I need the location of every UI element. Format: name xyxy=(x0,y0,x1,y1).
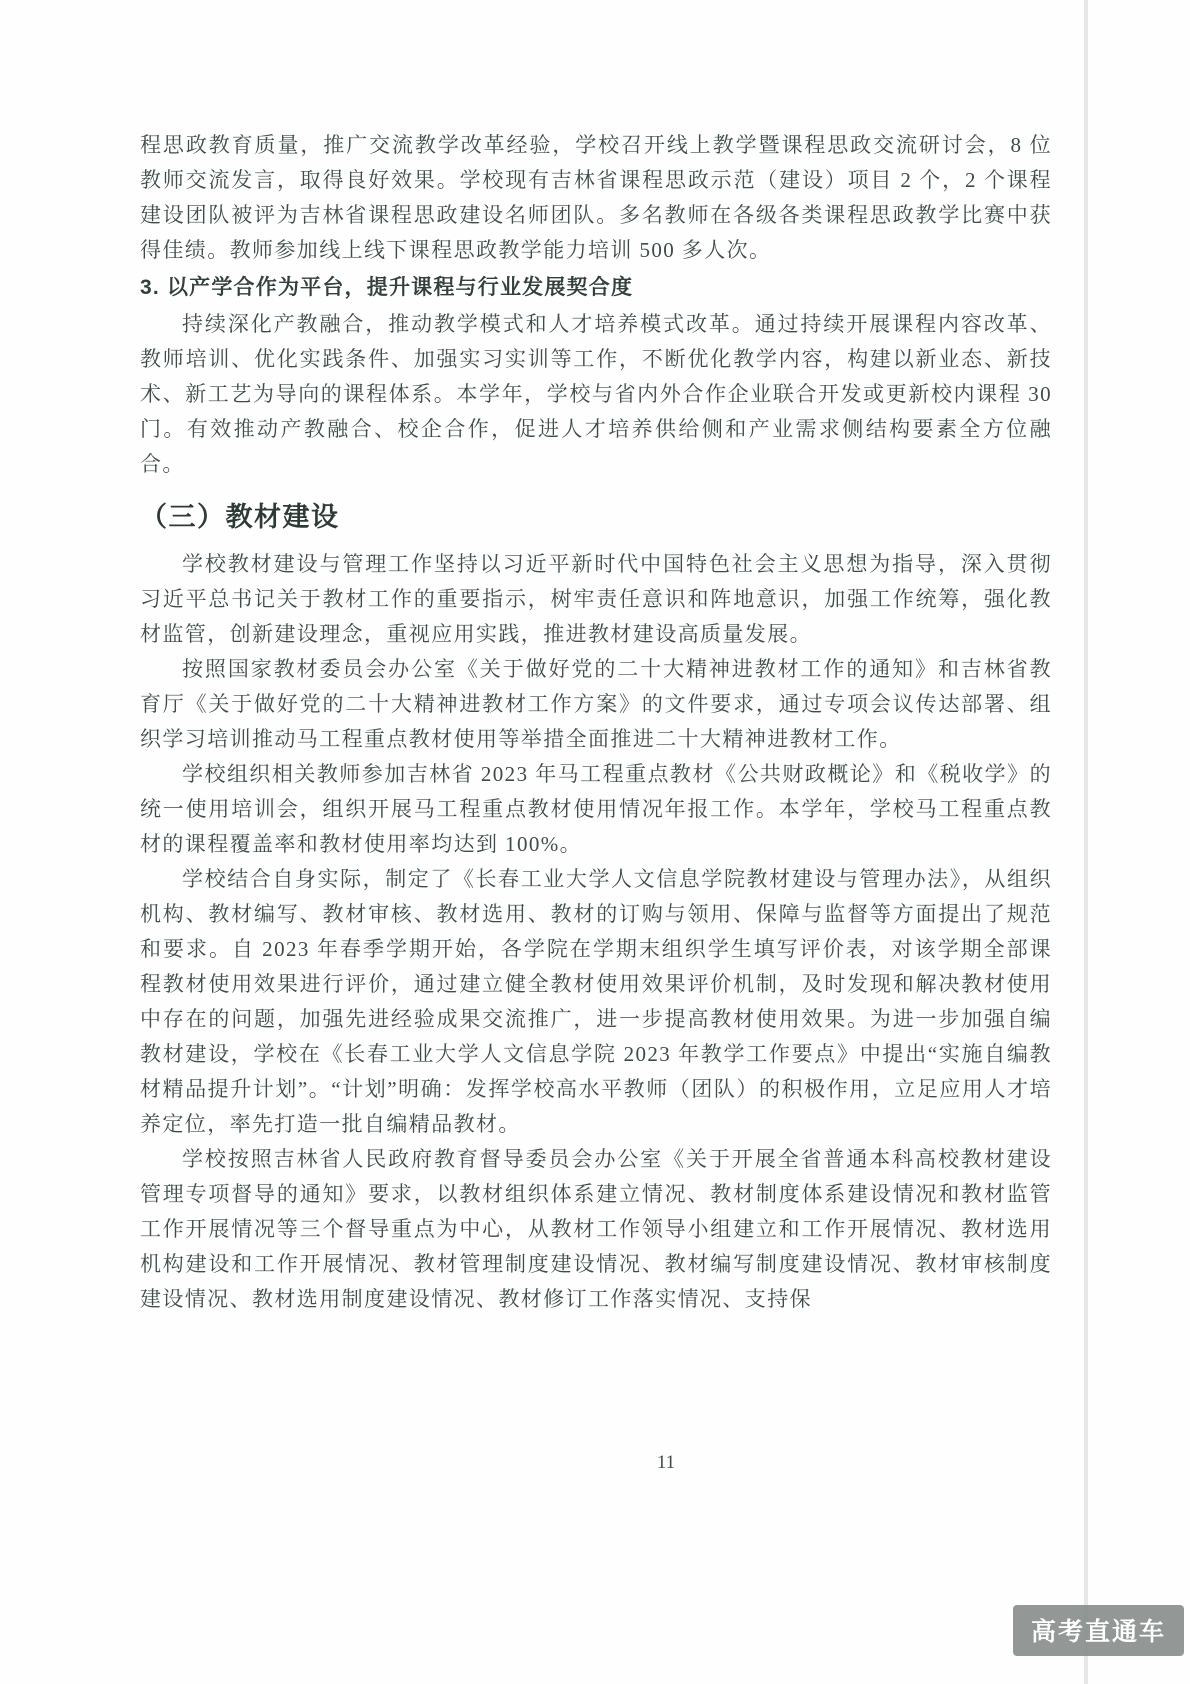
page-number: 11 xyxy=(656,1452,676,1473)
paragraph: 程思政教育质量，推广交流教学改革经验，学校召开线上教学暨课程思政交流研讨会，8 位教师交流发言，取得良好效果。学校现有吉林省课程思政示范（建设）项目 2 个，2 个课程建设团队被评为吉林省课程思政建设名师团队。多名教师在各级各类课程思政教学比赛中获得佳绩。教师参加线上线下课程思政教学能力培训 500 多人次。 xyxy=(140,133,1052,262)
paragraph: 学校结合自身实际，制定了《长春工业大学人文信息学院教材建设与管理办法》，从组织机构、教材编写、教材审核、教材选用、教材的订购与领用、保障与监督等方面提出了规范和要求。自 2023 年春季学期开始，各学院在学期末组织学生填写评价表，对该学期全部课程教材使用效果进行评价，通过建立健全教材使用效果评价机制，及时发现和解决教材使用中存在的问题，加强先进经验成果交流推广，进一步提高教材使用效果。为进一步加强自编教材建设，学校在《长春工业大学人文信息学院 2023 年教学工作要点》中提出“实施自编教材精品提升计划”。“计划”明确：发挥学校高水平教师（团队）的积极作用，立足应用人才培养定位，率先打造一批自编精品教材。 xyxy=(140,867,1052,1136)
scan-artifact-bottom-edge xyxy=(0,1658,1190,1684)
scan-artifact-right-edge xyxy=(1084,0,1088,1684)
watermark-badge: 高考直通车 xyxy=(1013,1605,1184,1656)
paragraph: 按照国家教材委员会办公室《关于做好党的二十大精神进教材工作的通知》和吉林省教育厅《关于做好党的二十大精神进教材工作方案》的文件要求，通过专项会议传达部署、组织学习培训推动马工程重点教材使用等举措全面推进二十大精神进教材工作。 xyxy=(140,657,1052,751)
document-body xyxy=(140,128,1052,1317)
heading: 3. 以产学合作为平台，提升课程与行业发展契合度 xyxy=(140,276,634,299)
paragraph: 持续深化产教融合，推动教学模式和人才培养模式改革。通过持续开展课程内容改革、教师培训、优化实践条件、加强实习实训等工作，不断优化教学内容，构建以新业态、新技术、新工艺为导向的课程体系。本学年，学校与省内外合作企业联合开发或更新校内课程 30 门。有效推动产教融合、校企合作，促进人才培养供给侧和产业需求侧结构要素全方位融合。 xyxy=(140,312,1052,476)
paragraph: 学校教材建设与管理工作坚持以习近平新时代中国特色社会主义思想为指导，深入贯彻习近平总书记关于教材工作的重要指示，树牢责任意识和阵地意识，加强工作统筹，强化教材监管，创新建设理念，重视应用实践，推进教材建设高质量发展。 xyxy=(140,552,1052,646)
paragraph: 学校按照吉林省人民政府教育督导委员会办公室《关于开展全省普通本科高校教材建设管理专项督导的通知》要求，以教材组织体系建立情况、教材制度体系建设情况和教材监管工作开展情况等三个督导重点为中心，从教材工作领导小组建立和工作开展情况、教材选用机构建设和工作开展情况、教材管理制度建设情况、教材编写制度建设情况、教材审核制度建设情况、教材选用制度建设情况、教材修订工作落实情况、支持保 xyxy=(140,1147,1052,1311)
paragraph: 学校组织相关教师参加吉林省 2023 年马工程重点教材《公共财政概论》和《税收学》的统一使用培训会，组织开展马工程重点教材使用情况年报工作。本学年，学校马工程重点教材的课程覆盖率和教材使用率均达到 100%。 xyxy=(140,762,1052,856)
heading: （三）教材建设 xyxy=(140,502,340,532)
